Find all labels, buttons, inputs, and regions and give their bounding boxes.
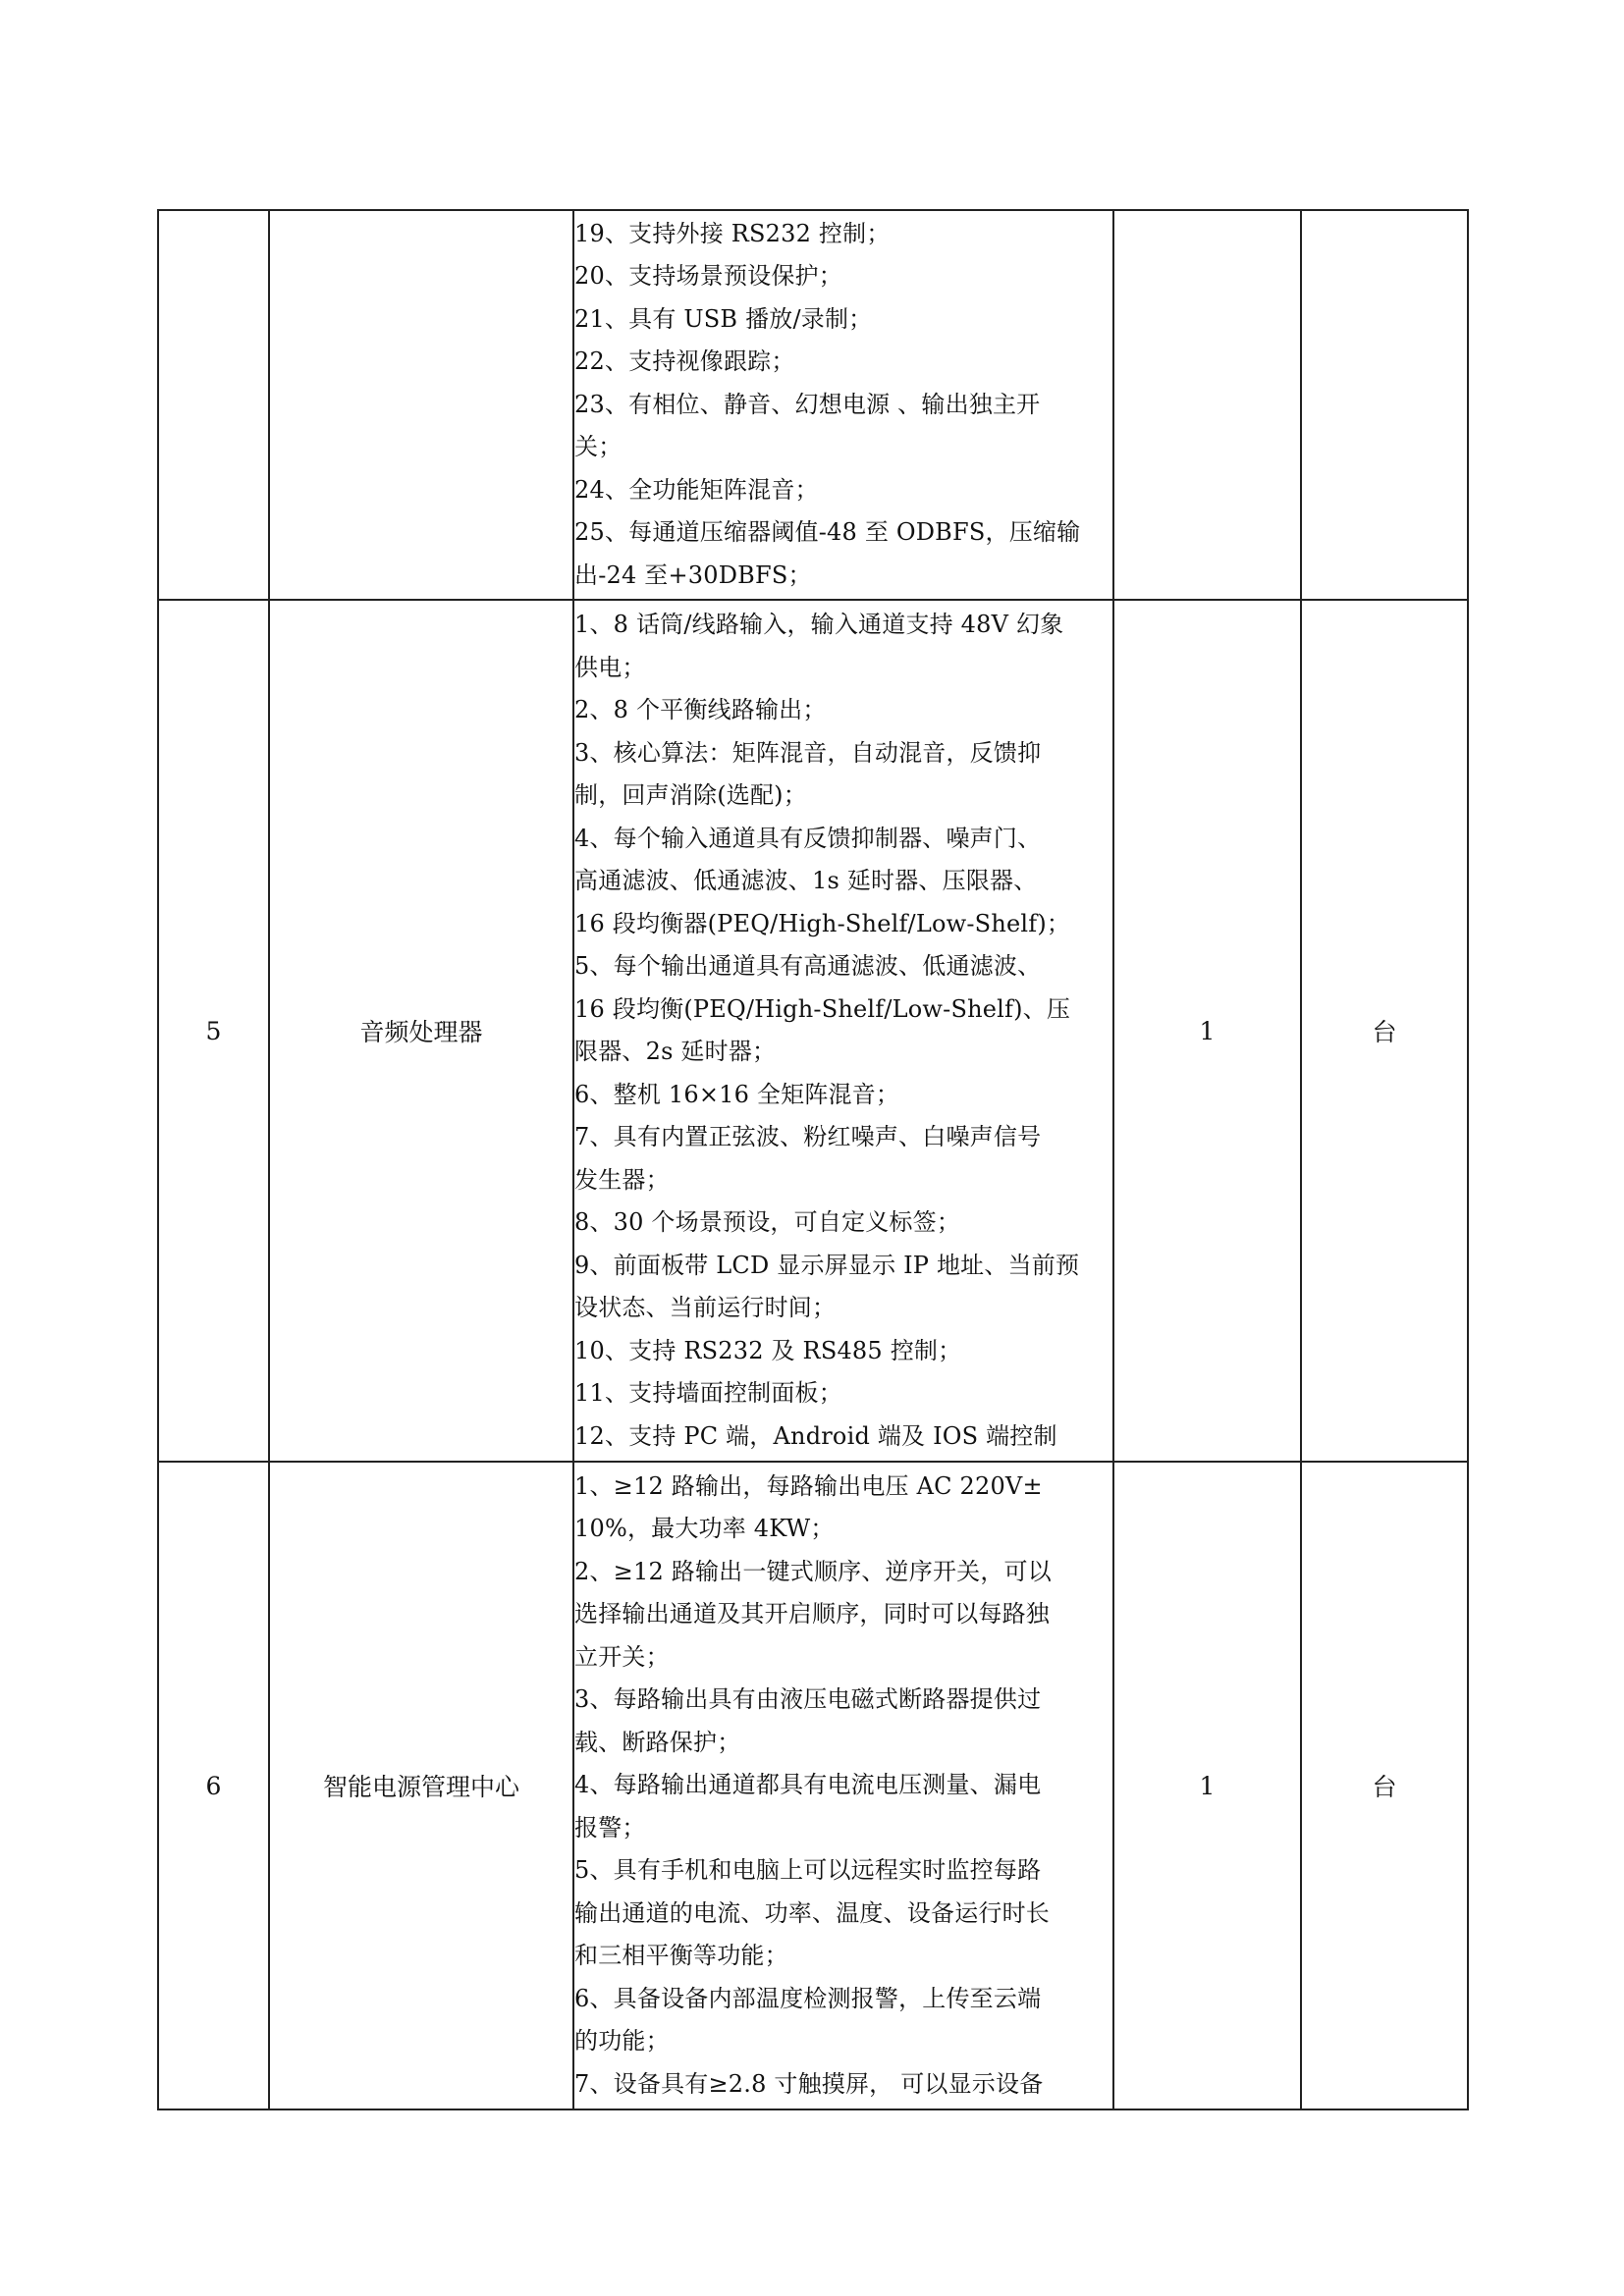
spec-line: 4、每路输出通道都具有电流电压测量、漏电 (574, 1771, 1042, 1799)
item-number: 6 (158, 1462, 269, 2109)
spec-line: 16 段均衡(PEQ/High-Shelf/Low-Shelf)、压 (574, 994, 1071, 1023)
spec-line: 7、设备具有≥2.8 寸触摸屏， 可以显示设备 (574, 2069, 1044, 2098)
spec-line: 3、每路输出具有由液压电磁式断路器提供过 (574, 1685, 1042, 1714)
spec-line: 21、具有 USB 播放/录制； (574, 304, 873, 333)
spec-line: 7、具有内置正弦波、粉红噪声、白噪声信号 (574, 1123, 1042, 1150)
spec-line: 10%，最大功率 4KW； (574, 1515, 835, 1543)
spec-line: 的功能； (574, 2027, 670, 2056)
equipment-spec-table (157, 209, 1469, 2110)
item-number (158, 210, 269, 600)
spec-line: 高通滤波、低通滤波、1s 延时器、压限器、 (574, 867, 1038, 894)
spec-line: 2、8 个平衡线路输出； (574, 696, 827, 723)
spec-line: 22、支持视像跟踪； (574, 347, 795, 376)
item-name: 音频处理器 (269, 600, 573, 1462)
spec-line: 11、支持墙面控制面板； (574, 1379, 842, 1407)
spec-line: 和三相平衡等功能； (574, 1942, 788, 1970)
spec-line: 19、支持外接 RS232 控制； (574, 219, 891, 247)
spec-line: 制，回声消除(选配)； (574, 781, 807, 809)
spec-line: 10、支持 RS232 及 RS485 控制； (574, 1336, 962, 1364)
item-quantity: 1 (1113, 600, 1301, 1462)
item-unit: 台 (1301, 600, 1468, 1462)
spec-line: 24、全功能矩阵混音； (574, 475, 819, 504)
item-unit: 台 (1301, 1462, 1468, 2109)
spec-line: 设状态、当前运行时间； (574, 1294, 837, 1321)
spec-line: 5、具有手机和电脑上可以远程实时监控每路 (574, 1856, 1042, 1885)
item-name: 智能电源管理中心 (269, 1462, 573, 2109)
spec-line: 限器、2s 延时器； (574, 1038, 777, 1065)
spec-line: 关； (574, 433, 623, 461)
table-row (158, 600, 1468, 1462)
spec-line: 1、8 话筒/线路输入，输入通道支持 48V 幻象 (574, 611, 1064, 638)
spec-line: 9、前面板带 LCD 显示屏显示 IP 地址、当前预 (574, 1251, 1080, 1279)
item-quantity (1113, 210, 1301, 600)
table-row (158, 210, 1468, 600)
item-spec (573, 210, 1113, 600)
spec-line: 选择输出通道及其开启顺序，同时可以每路独 (574, 1600, 1050, 1629)
spec-line: 6、整机 16×16 全矩阵混音； (574, 1080, 900, 1108)
item-spec (573, 600, 1113, 1462)
spec-line: 载、断路保护； (574, 1728, 741, 1756)
item-quantity: 1 (1113, 1462, 1301, 2109)
item-number: 5 (158, 600, 269, 1462)
table-body (158, 210, 1468, 2109)
spec-line: 6、具备设备内部温度检测报警，上传至云端 (574, 1984, 1042, 2012)
spec-line: 20、支持场景预设保护； (574, 262, 842, 291)
spec-line: 23、有相位、静音、幻想电源 、输出独主开 (574, 390, 1041, 418)
table-row (158, 1462, 1468, 2109)
spec-line: 出-24 至+30DBFS； (574, 561, 812, 589)
spec-line: 1、≥12 路输出，每路输出电压 AC 220V± (574, 1471, 1043, 1500)
item-unit (1301, 210, 1468, 600)
spec-line: 报警； (574, 1813, 646, 1842)
spec-line: 3、核心算法：矩阵混音，自动混音，反馈抑 (574, 738, 1042, 767)
spec-line: 4、每个输入通道具有反馈抑制器、噪声门、 (574, 824, 1042, 852)
spec-line: 5、每个输出通道具有高通滤波、低通滤波、 (574, 952, 1042, 980)
item-spec (573, 1462, 1113, 2109)
item-name (269, 210, 573, 600)
spec-line: 发生器； (574, 1165, 670, 1194)
spec-line: 供电； (574, 653, 646, 681)
spec-line: 立开关； (574, 1642, 670, 1671)
spec-line: 输出通道的电流、功率、温度、设备运行时长 (574, 1898, 1050, 1927)
spec-line: 8、30 个场景预设，可自定义标签； (574, 1208, 961, 1236)
spec-line: 25、每通道压缩器阈值-48 至 ODBFS，压缩输 (574, 518, 1081, 547)
spec-line: 16 段均衡器(PEQ/High-Shelf/Low-Shelf)； (574, 909, 1071, 937)
spec-line: 2、≥12 路输出一键式顺序、逆序开关，可以 (574, 1557, 1052, 1585)
spec-line: 12、支持 PC 端，Android 端及 IOS 端控制 (574, 1421, 1057, 1450)
